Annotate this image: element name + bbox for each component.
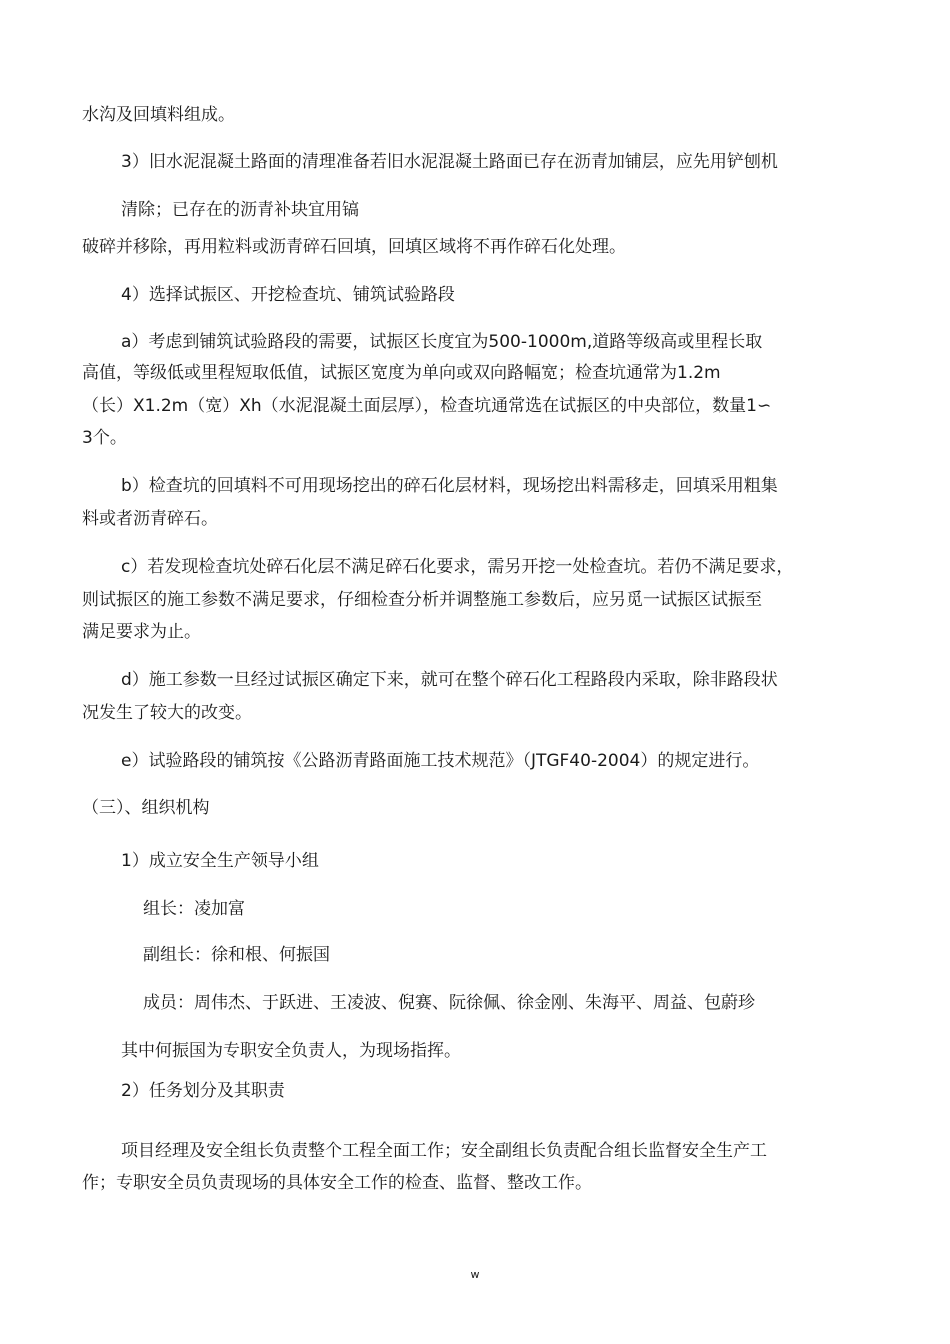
- paragraph-line: 料或者沥青碎石。: [82, 509, 218, 529]
- paragraph-line: 作；专职安全员负责现场的具体安全工作的检查、监督、整改工作。: [82, 1173, 592, 1193]
- paragraph-line: a）考虑到铺筑试验路段的需要，试振区长度宜为500-1000m,道路等级高或里程长取: [121, 332, 763, 352]
- paragraph-line: b）检查坑的回填料不可用现场挖出的碎石化层材料，现场挖出料需移走，回填采用粗集: [121, 476, 778, 496]
- heading-step-1: 1）成立安全生产领导小组: [121, 851, 319, 871]
- heading-step-4: 4）选择试振区、开挖检查坑、铺筑试验路段: [121, 285, 455, 305]
- safety-officer-note: 其中何振国为专职安全负责人，为现场指挥。: [121, 1041, 461, 1061]
- paragraph-line: 况发生了较大的改变。: [82, 703, 252, 723]
- paragraph-line: d）施工参数一旦经过试振区确定下来，就可在整个碎石化工程路段内采取，除非路段状: [121, 670, 778, 690]
- paragraph-line: 则试振区的施工参数不满足要求，仔细检查分析并调整施工参数后，应另觅一试振区试振至: [82, 590, 762, 610]
- paragraph-line: 满足要求为止。: [82, 622, 201, 642]
- heading-step-2: 2）任务划分及其职责: [121, 1081, 285, 1101]
- paragraph-line: 3）旧水泥混凝土路面的清理准备若旧水泥混凝土路面已存在沥青加铺层，应先用铲刨机: [121, 152, 778, 172]
- paragraph-line: 清除；已存在的沥青补块宜用镐: [121, 200, 359, 220]
- section-heading: （三）、组织机构: [82, 798, 210, 818]
- page-footer-mark: w: [470, 1268, 480, 1281]
- paragraph-line: e）试验路段的铺筑按《公路沥青路面施工技术规范》（JTGF40-2004）的规定进行。: [121, 751, 760, 771]
- paragraph-line: （长）X1.2m（宽）Xh（水泥混凝土面层厚），检查坑通常选在试振区的中央部位，数量1∽: [82, 396, 772, 416]
- paragraph-line: 水沟及回填料组成。: [82, 105, 235, 125]
- paragraph-line: 3个。: [82, 428, 127, 448]
- paragraph-line: 高值，等级低或里程短取低值，试振区宽度为单向或双向路幅宽；检查坑通常为1.2m: [82, 363, 721, 383]
- team-members: 成员：周伟杰、于跃进、王凌波、倪赛、阮徐佩、徐金刚、朱海平、周益、包蔚珍: [143, 993, 755, 1013]
- team-deputies: 副组长：徐和根、何振国: [143, 945, 330, 965]
- paragraph-line: 破碎并移除，再用粒料或沥青碎石回填，回填区域将不再作碎石化处理。: [82, 237, 626, 257]
- team-leader: 组长：凌加富: [143, 899, 245, 919]
- paragraph-line: 项目经理及安全组长负责整个工程全面工作；安全副组长负责配合组长监督安全生产工: [121, 1141, 767, 1161]
- paragraph-line: c）若发现检查坑处碎石化层不满足碎石化要求，需另开挖一处检查坑。若仍不满足要求，: [121, 557, 794, 577]
